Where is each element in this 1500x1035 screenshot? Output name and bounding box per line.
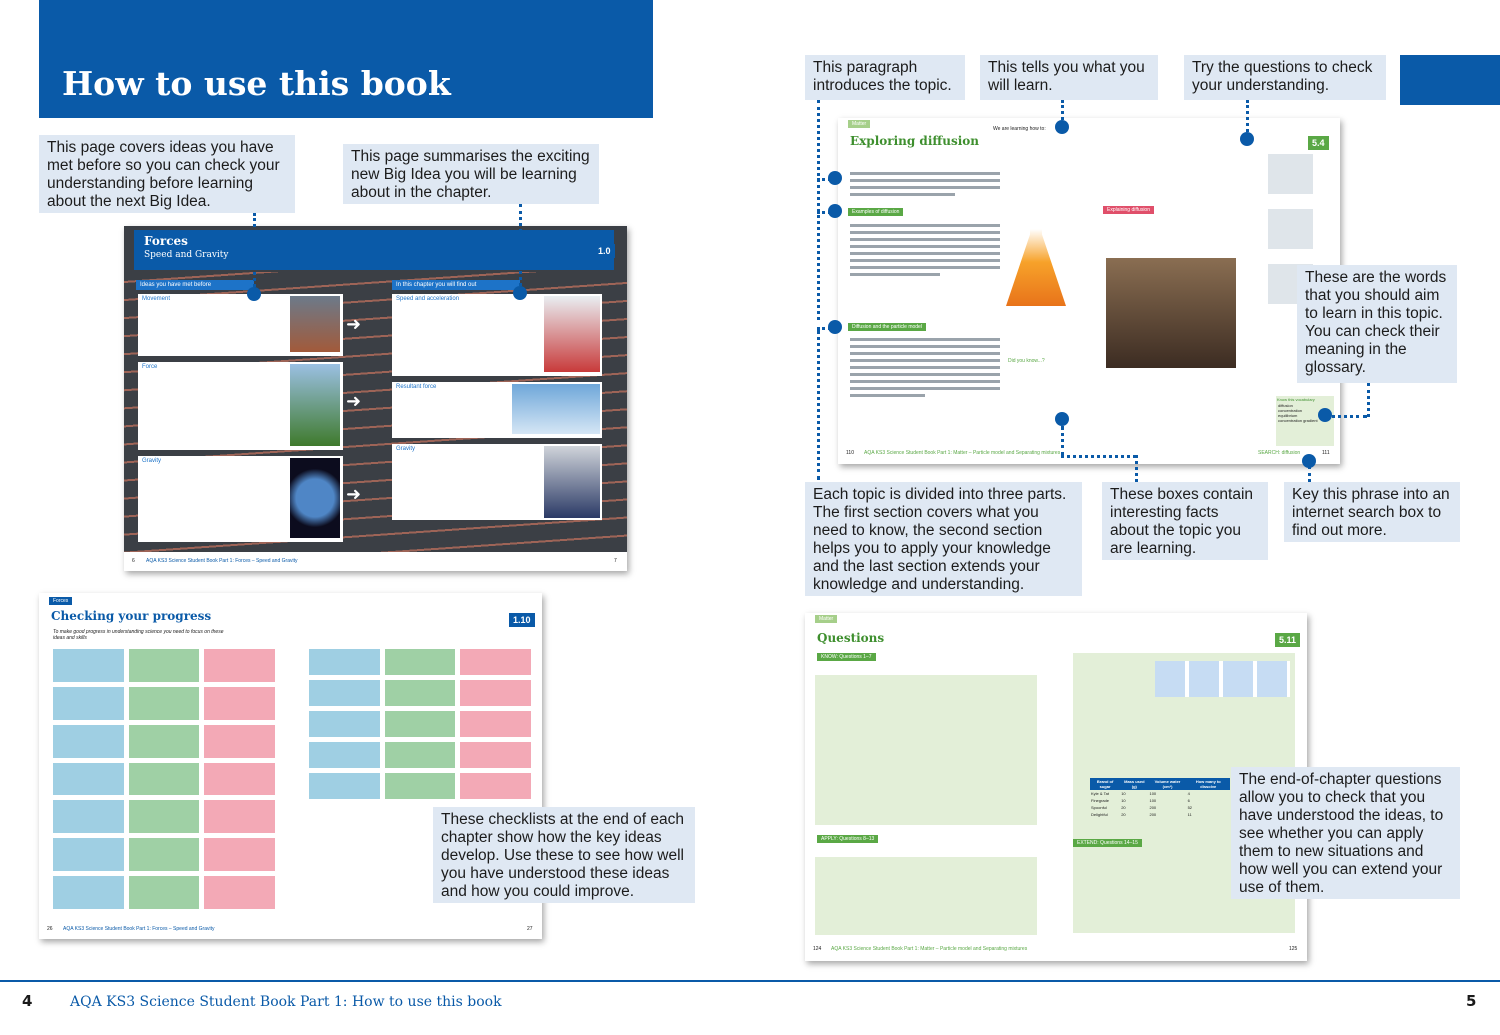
topic-speed: Speed and acceleration	[396, 296, 460, 302]
flask-photo	[1006, 196, 1066, 306]
diffusion-tag: Matter	[848, 120, 870, 128]
particle-text	[850, 334, 1000, 401]
apply-box	[815, 857, 1037, 935]
force-photo	[290, 364, 340, 446]
progress-badge: 1.10	[509, 613, 535, 627]
know-box	[815, 675, 1037, 825]
gravity-box-left	[138, 456, 343, 542]
connector-key	[1308, 466, 1311, 482]
topic-gravity-left: Gravity	[142, 458, 162, 464]
forces-right-bar: In this chapter you will find out	[392, 280, 520, 290]
note-key: Key this phrase into an internet search box to find out more.	[1284, 482, 1460, 542]
note-try: Try the questions to check your understanding.	[1184, 55, 1386, 100]
diffusion-search: SEARCH: diffusion	[1258, 450, 1301, 456]
movement-photo	[290, 296, 340, 352]
questions-page-left: 124	[813, 946, 822, 952]
marker-dot	[1240, 132, 1254, 146]
note-paragraph: This paragraph introduces the topic.	[805, 55, 965, 100]
note-tells: This tells you what you will learn.	[980, 55, 1158, 100]
vocab-word: equilibrium	[1278, 413, 1298, 418]
vocab-title: Know this vocabulary	[1277, 397, 1315, 402]
footer-rule	[0, 980, 1500, 982]
marker-dot	[513, 286, 527, 300]
note-divided: Each topic is divided into three parts. The first section covers what you need to know, the second section helps you to apply your knowledge and the last section extends your knowledge and understanding.	[805, 482, 1082, 596]
vocab-word: concentration	[1278, 408, 1303, 413]
table-header: Mass used (g)	[1124, 779, 1145, 789]
note-end: The end-of-chapter questions allow you to check that you have understood the ideas, to see whether you can apply them to new situations and how well you can extend your use of them.	[1231, 767, 1460, 899]
resultant-box	[392, 382, 602, 438]
table-cell: 100	[1149, 791, 1157, 796]
forces-spread-thumbnail	[124, 226, 627, 571]
connector-summarises	[519, 204, 522, 292]
forces-title: Forces	[144, 234, 188, 248]
did-you-know: Did you know...?	[1008, 358, 1045, 364]
diffusion-title: Exploring diffusion	[850, 134, 979, 148]
topic-gravity-right: Gravity	[396, 446, 416, 452]
note-summarises: This page summarises the exciting new Big Idea you will be learning about in the chapter.	[343, 144, 599, 204]
particle-diagrams	[1155, 661, 1290, 697]
intro-text	[850, 168, 1000, 200]
table-cell: 4	[1187, 791, 1190, 796]
connector-h2	[817, 211, 831, 214]
progress-grid-left	[53, 649, 275, 909]
force-box	[138, 362, 343, 450]
cyclist-photo	[544, 296, 600, 372]
table-cell: 52	[1187, 805, 1193, 810]
table-cell: 11	[1187, 812, 1192, 817]
table-cell: 10	[1121, 798, 1126, 803]
forces-left-bar: Ideas you have met before	[136, 280, 254, 290]
page-number-right: 5	[1466, 992, 1477, 1010]
earth-photo	[290, 458, 340, 538]
connector-boxes-h	[1061, 455, 1136, 458]
explaining-bar: Explaining diffusion	[1103, 206, 1154, 214]
table-row	[1090, 790, 1230, 797]
topic-movement: Movement	[142, 296, 171, 302]
table-cell: 20	[1121, 805, 1126, 810]
table-row	[1090, 811, 1230, 818]
table-header: How many to dissolve	[1195, 779, 1221, 789]
arrow-icon: ➜	[346, 484, 362, 504]
astronaut-photo	[544, 446, 600, 518]
connector-words-v	[1367, 383, 1370, 417]
table-cell: Spoonful	[1091, 805, 1107, 810]
note-checklists: These checklists at the end of each chapter show how the key ideas develop. Use these to see how well you have understood these ideas and how you could improve.	[433, 807, 695, 903]
extend-bar: EXTEND: Questions 14–15	[1073, 839, 1142, 847]
table-cell: 6	[1187, 798, 1190, 803]
particle-bar: Diffusion and the particle model	[848, 323, 926, 331]
vocab-word: diffusion	[1278, 403, 1293, 408]
forces-page-right: 7	[614, 558, 617, 564]
connector-paragraph-h	[817, 178, 831, 181]
know-bar: KNOW: Questions 1–7	[817, 653, 876, 661]
footer-book-title: AQA KS3 Science Student Book Part 1: How to use this book	[70, 994, 502, 1010]
progress-page-left: 26	[47, 926, 53, 932]
examples-text	[850, 220, 1000, 280]
progress-page-right: 27	[527, 926, 533, 932]
diffusion-badge: 5.4	[1308, 136, 1329, 150]
questions-title: Questions	[817, 631, 885, 645]
table-cell: Kyle & Tat	[1091, 791, 1109, 796]
forces-footer: AQA KS3 Science Student Book Part 1: Forces – Speed and Gravity	[146, 558, 298, 564]
connector-paragraph	[817, 100, 820, 320]
table-header: Brand of sugar	[1096, 779, 1114, 789]
table-cell: Finegrade	[1091, 798, 1110, 803]
sugar-table	[1090, 778, 1230, 818]
connector-boxes	[1061, 426, 1064, 456]
vocab-word: concentration gradient	[1278, 418, 1318, 423]
forces-badge: 1.0	[594, 244, 615, 258]
arrow-icon: ➜	[346, 391, 362, 411]
questions-footer: AQA KS3 Science Student Book Part 1: Matter – Particle model and Separating mixtures	[831, 946, 1028, 952]
progress-title: Checking your progress	[51, 609, 212, 623]
connector-divided	[817, 330, 820, 480]
connector-boxes-v	[1135, 455, 1138, 482]
gravity-box-right	[392, 444, 602, 520]
progress-tag: Forces	[49, 597, 72, 605]
speed-box	[392, 294, 602, 376]
marker-dot	[1318, 408, 1332, 422]
questions-badge: 5.11	[1275, 633, 1300, 647]
table-cell: 10	[1121, 791, 1126, 796]
table-row	[1090, 797, 1230, 804]
marker-dot	[1055, 412, 1069, 426]
table-cell: 20	[1121, 812, 1126, 817]
table-cell: Delightful	[1091, 812, 1108, 817]
table-cell: 100	[1149, 798, 1157, 803]
arrow-icon: ➜	[346, 314, 362, 334]
diffusion-page-left: 110	[846, 450, 854, 456]
diffusion-footer: AQA KS3 Science Student Book Part 1: Matter – Particle model and Separating mixtures	[864, 450, 1061, 456]
examples-bar: Examples of diffusion	[848, 208, 903, 216]
questions-tag: Matter	[815, 615, 837, 623]
diffusion-spread-thumbnail	[838, 118, 1340, 464]
apply-bar: APPLY: Questions 8–13	[817, 835, 878, 843]
table-cell: 200	[1149, 812, 1157, 817]
movement-box	[138, 294, 343, 356]
forces-page-left: 6	[132, 558, 135, 564]
right-band	[1400, 55, 1500, 105]
note-words: These are the words that you should aim to learn in this topic. You can check their meaning in the glossary.	[1297, 265, 1457, 383]
table-cell: 200	[1149, 805, 1157, 810]
page-number-left: 4	[22, 992, 33, 1010]
apparatus-photo	[1106, 258, 1236, 368]
note-boxes: These boxes contain interesting facts about the topic you are learning.	[1102, 482, 1268, 560]
progress-grid-right	[309, 649, 531, 799]
plane-photo	[512, 384, 600, 434]
diffusion-learning: We are learning how to:	[993, 126, 1046, 132]
progress-footer: AQA KS3 Science Student Book Part 1: Forces – Speed and Gravity	[63, 926, 215, 932]
progress-intro: To make good progress in understanding science you need to focus on these ideas and skills	[53, 629, 224, 641]
table-header: Volume water (cm³)	[1154, 779, 1181, 789]
topic-force: Force	[142, 364, 158, 370]
note-covers: This page covers ideas you have met before so you can check your understanding before learning about the next Big Idea.	[39, 135, 295, 213]
forces-subtitle: Speed and Gravity	[144, 250, 229, 260]
questions-page-right: 125	[1289, 946, 1298, 952]
page-title: How to use this book	[62, 64, 451, 103]
table-row	[1090, 804, 1230, 811]
topic-resultant: Resultant force	[396, 384, 437, 390]
diffusion-page-right: 111	[1322, 450, 1330, 456]
marker-dot	[247, 287, 261, 301]
connector-covers	[253, 213, 256, 293]
marker-dot	[1055, 120, 1069, 134]
